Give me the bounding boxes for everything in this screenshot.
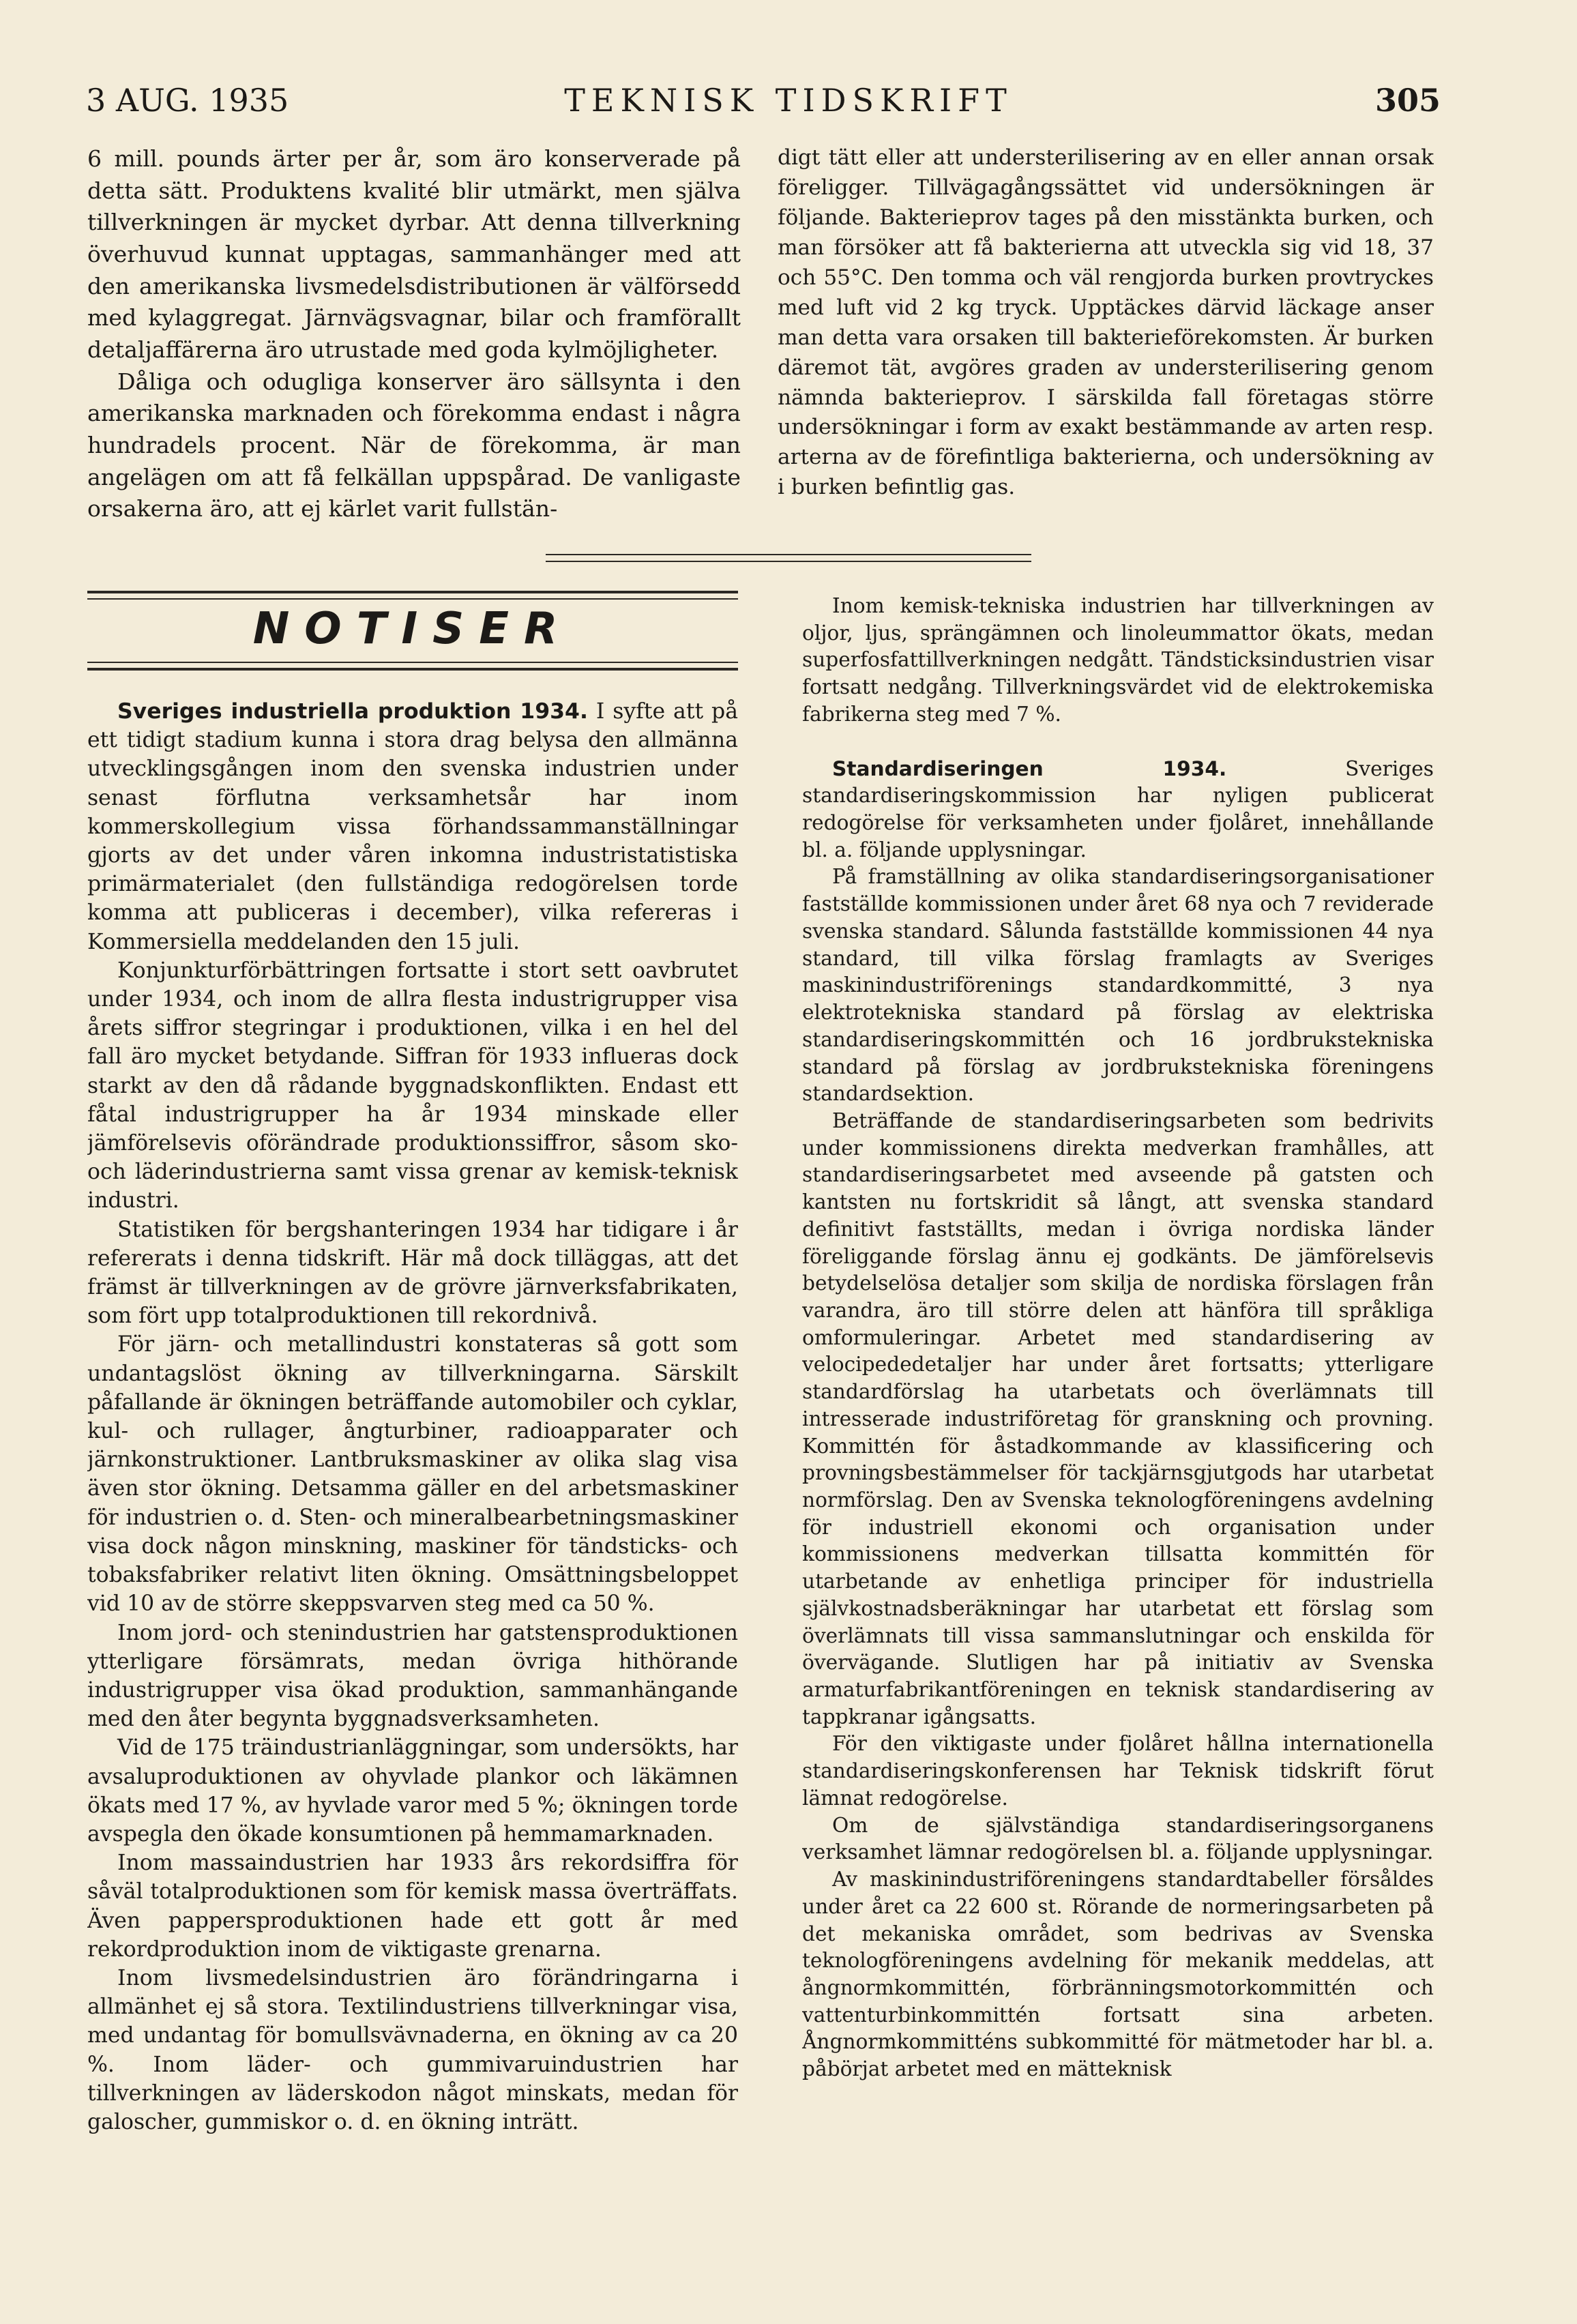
paragraph: digt tätt eller att understerilisering av en eller annan orsak föreligger. Tillvägagångssättet vid undersökningen är följande. Bakterieprov tages på den misstänkta burken, och man försöker att få bakterierna att utveckla sig vid 18, 37 och 55°C. Den tomma och väl rengjorda burken provtryckes med luft vid 2 kg tryck. Upptäckes därvid läckage anser man detta vara orsaken till bakterieförekomsten. Är burken däremot tät, avgöres graden av understerilisering genom nämnda bakterieprov. I särskilda fall företagas större undersökningar i form av exakt bestämmande av arten resp. arterna av de förefintliga bakterierna, och undersökning av i burken befintlig gas. bbox=[778, 145, 1434, 500]
paragraph: Beträffande de standardiseringsarbeten som bedrivits under kommissionens direkta medverkan framhålles, att standardiseringsarbetet med avseende på gatsten och kantsten nu fortskridit så långt, att svenska standard definitivt fastställts, medan i övriga nordiska länder föreliggande förslag ännu ej godkänts. De jämförelsevis betydelselösa detaljer som skilja de nordiska förslagen från varandra, äro till större delen att hänföra till språkliga omformuleringar. Arbetet med standardisering av velocipededetaljer har under året fortsatts; ytterligare standardförslag ha utarbetats och överlämnats till intresserade industriföretag för granskning och provning. Kommittén för åstadkommande av klassificering och provningsbestämmelser för tackjärnsgjutgods har utarbetat normförslag. Den av Svenska teknologföreningens avdelning för industriell ekonomi och organisation under kommissionens medverkan tillsatta kommittén för utarbetande av enhetliga principer för industriella självkostnadsberäkningar har utarbetat ett förslag som överlämnats till vissa sammanslutningar och enskilda för övervägande. Slutligen har på initiativ av Svenska armaturfabrikantföreningen en teknisk standardisering av tappkranar igångsatts. bbox=[802, 1108, 1434, 1729]
article-lead: Standardiseringen 1934. Sveriges standardiseringskommission har nyligen publicerat redogörelse för verksamheten under fjolåret, innehållande bl. a. följande upplysningar. bbox=[802, 756, 1434, 862]
top-left-column bbox=[87, 143, 741, 539]
article-industrial-production bbox=[87, 697, 738, 2143]
paragraph: Statistiken för bergshanteringen 1934 har tidigare i år refererats i denna tidskrift. Här må dock tilläggas, att det främst är tillverkningen av de grövre järnverksfabrikaten, som fört upp totalproduktionen till rekordnivå. bbox=[87, 1217, 738, 1329]
paragraph: Av maskinindustriföreningens standardtabeller försåldes under året ca 22 600 st. Rörande de normeringsarbeten på det mekaniska området, som bedrivas av Svenska teknologföreningens avdelning för mekanik meddelas, att ångnormkommittén, förbränningsmotorkommittén och vattenturbinkommittén fortsatt sina arbeten. Ångnormkommitténs subkommitté för mätmetoder har bl. a. påbörjat arbetet med en mätteknisk bbox=[802, 1867, 1434, 2081]
paragraph: Dåliga och odugliga konserver äro sällsynta i den amerikanska marknaden och förekomma endast i några hundradels procent. När de förekomma, är man angelägen om att få felkällan uppspårad. De vanligaste orsakerna äro, att ej kärlet varit fullstän- bbox=[87, 368, 741, 523]
page-number: 305 bbox=[1374, 82, 1441, 119]
paragraph: 6 mill. pounds ärter per år, som äro konserverade på detta sätt. Produktens kvalité blir utmärkt, men själva tillverkningen är mycket dyrbar. Att denna tillverkning överhuvud kunnat upptagas, sammanhänger med att den amerikanska livsmedelsdistributionen är välförsedd med kylaggregat. Järnvägsvagnar, bilar och framförallt detaljaffärerna äro utrustade med goda kylmöjligheter. bbox=[87, 145, 741, 364]
paragraph: För järn- och metallindustri konstateras så gott som undantagslöst ökning av tillverkningarna. Särskilt påfallande är ökningen beträffande automobiler och cyklar, kul- och rullager, ångturbiner, radioapparater och järnkonstruktioner. Lantbruksmaskiner av olika slag visa även stor ökning. Detsamma gäller en del arbetsmaskiner för industrien o. d. Sten- och mineralbearbetningsmaskiner visa dock någon minskning, maskiner för tändsticks- och tobaksfabriker relativt liten ökning. Omsättningsbeloppet vid 10 av de större skeppsvarven steg med ca 50 %. bbox=[87, 1332, 738, 1617]
article-heading: Standardiseringen 1934. bbox=[832, 756, 1227, 780]
article-heading: Sveriges industriella produktion 1934. bbox=[117, 699, 588, 724]
article-lead: Sveriges industriella produktion 1934. I syfte att på ett tidigt stadium kunna i stora drag belysa den allmänna utvecklingsgången inom den svenska industrien under senast förflutna verksamhetsår har inom kommerskollegium vissa förhandssammanställningar gjorts av det under våren inkomna industristatistiska primärmaterialet (den fullständiga redogörelsen torde komma att publiceras i december), vilka refereras i Kommersiella meddelanden den 15 juli. bbox=[87, 699, 738, 954]
page-date: 3 AUG. 1935 bbox=[86, 82, 289, 119]
section-title: NOTISER bbox=[252, 604, 573, 654]
paragraph: Konjunkturförbättringen fortsatte i stort sett oavbrutet under 1934, och inom de allra flesta industrigrupper visa årets siffror stegringar i produktionen, vilka i en hel del fall äro mycket betydande. Siffran för 1933 influeras dock starkt av den då rådande byggnadskonflikten. Endast ett fåtal industrigrupper ha år 1934 minskade eller jämförelsevis oförändrade produktionssiffror, såsom sko- och läderindustrierna samt vissa grenar av kemisk-teknisk industri. bbox=[87, 958, 738, 1214]
journal-title: TEKNISK TIDSKRIFT bbox=[564, 82, 1013, 119]
paragraph: Inom livsmedelsindustrien äro förändringarna i allmänhet ej så stora. Textilindustriens tillverkningar visa, med undantag för bomullsvävnaderna, en ökning av ca 20 %. Inom läder- och gummivaruindustrien har tillverkningen av läderskodon något minskats, medan för galoscher, gummiskor o. d. en ökning inträtt. bbox=[87, 1965, 738, 2134]
divider-rule bbox=[546, 554, 1031, 555]
top-right-column bbox=[778, 143, 1434, 539]
right-column-notices bbox=[802, 592, 1434, 2120]
paragraph: På framställning av olika standardiseringsorganisationer fastställde kommissionen under året 68 nya och 7 reviderade svenska standard. Sålunda fastställde kommissionen 44 nya standard, till vilka förslag framlagts av Sveriges maskinindustriförenings standardkommitté, 3 nya elektrotekniska standard på förslag av elektriska standardiseringskommittén och 16 jordbrukstekniska standard på förslag av jordbrukstekniska föreningens standardsektion. bbox=[802, 864, 1434, 1106]
paragraph: Om de självständiga standardiseringsorganens verksamhet lämnar redogörelsen bl. a. följande upplysningar. bbox=[802, 1812, 1434, 1864]
paragraph: Inom kemisk-tekniska industrien har tillverkningen av oljor, ljus, sprängämnen och linoleummattor ökats, medan superfosfattillverkningen nedgått. Tändsticksindustrien visar fortsatt nedgång. Tillverkningsvärdet vid de elektrokemiska fabrikerna steg med 7 %. bbox=[802, 593, 1434, 726]
notiser-top-rule bbox=[87, 591, 738, 593]
notiser-bottom-rule bbox=[87, 668, 738, 671]
paragraph: Inom jord- och stenindustrien har gatstensproduktionen ytterligare försämrats, medan övriga hithörande industrigrupper visa ökad produktion, sammanhängande med den åter begynta byggnadsverksamheten. bbox=[87, 1620, 738, 1732]
paragraph: Inom massaindustrien har 1933 års rekordsiffra för såväl totalproduktionen som för kemisk massa överträffats. Även pappersproduktionen hade ett gott år med rekordproduktion inom de viktigaste grenarna. bbox=[87, 1851, 738, 1962]
divider-rule bbox=[546, 561, 1031, 562]
paragraph: Vid de 175 träindustrianläggningar, som undersökts, har avsaluproduktionen av ohyvlade plankor och läkämnen ökats med 17 %, av hyvlade varor med 5 %; ökningen torde avspegla den ökade konsumtionen på hemmamarknaden. bbox=[87, 1735, 738, 1847]
notiser-bottom-rule-thin bbox=[87, 662, 738, 663]
paragraph: För den viktigaste under fjolåret hållna internationella standardiseringskonferensen har Teknisk tidskrift förut lämnat redogörelse. bbox=[802, 1731, 1434, 1810]
